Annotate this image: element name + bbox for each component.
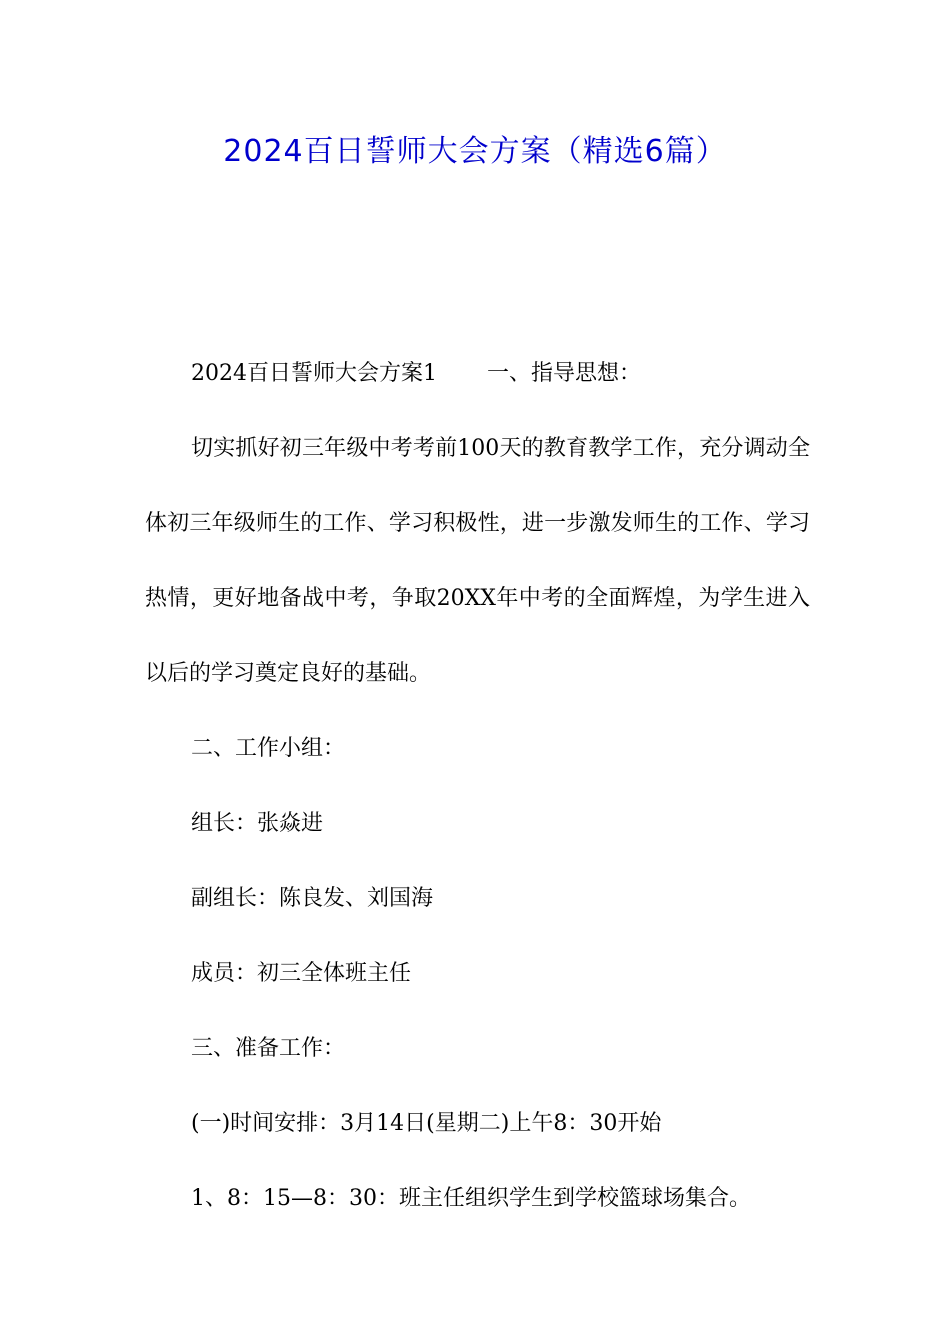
document-title: 2024百日誓师大会方案（精选6篇） (223, 134, 727, 169)
work-group-heading: 二、工作小组： (191, 736, 346, 761)
section-intro-line (145, 336, 810, 411)
leader-line: 组长：张焱进 (191, 811, 324, 836)
guiding-paragraph: 切实抓好初三年级中考考前100天的教育教学工作，充分调动全体初三年级师生的工作、学习积极性，进一步激发师生的工作、学习热情，更好地备战中考，争取20XX年中考的全面辉煌，为学生进入以后的学习奠定良好的基础。 (145, 436, 810, 686)
preparation-heading: 三、准备工作： (191, 1036, 346, 1061)
members-line: 成员：初三全体班主任 (191, 961, 412, 986)
deputy-leader-line: 副组长：陈良发、刘国海 (191, 886, 434, 911)
schedule-item: 1、8：15—8：30：班主任组织学生到学校篮球场集合。 (191, 1186, 751, 1211)
document-body (145, 336, 810, 1236)
schedule-line: (一)时间安排：3月14日(星期二)上午8：30开始 (191, 1111, 662, 1136)
section-heading: 2024百日誓师大会方案1 (191, 361, 437, 386)
guiding-heading: 一、指导思想： (487, 361, 642, 386)
